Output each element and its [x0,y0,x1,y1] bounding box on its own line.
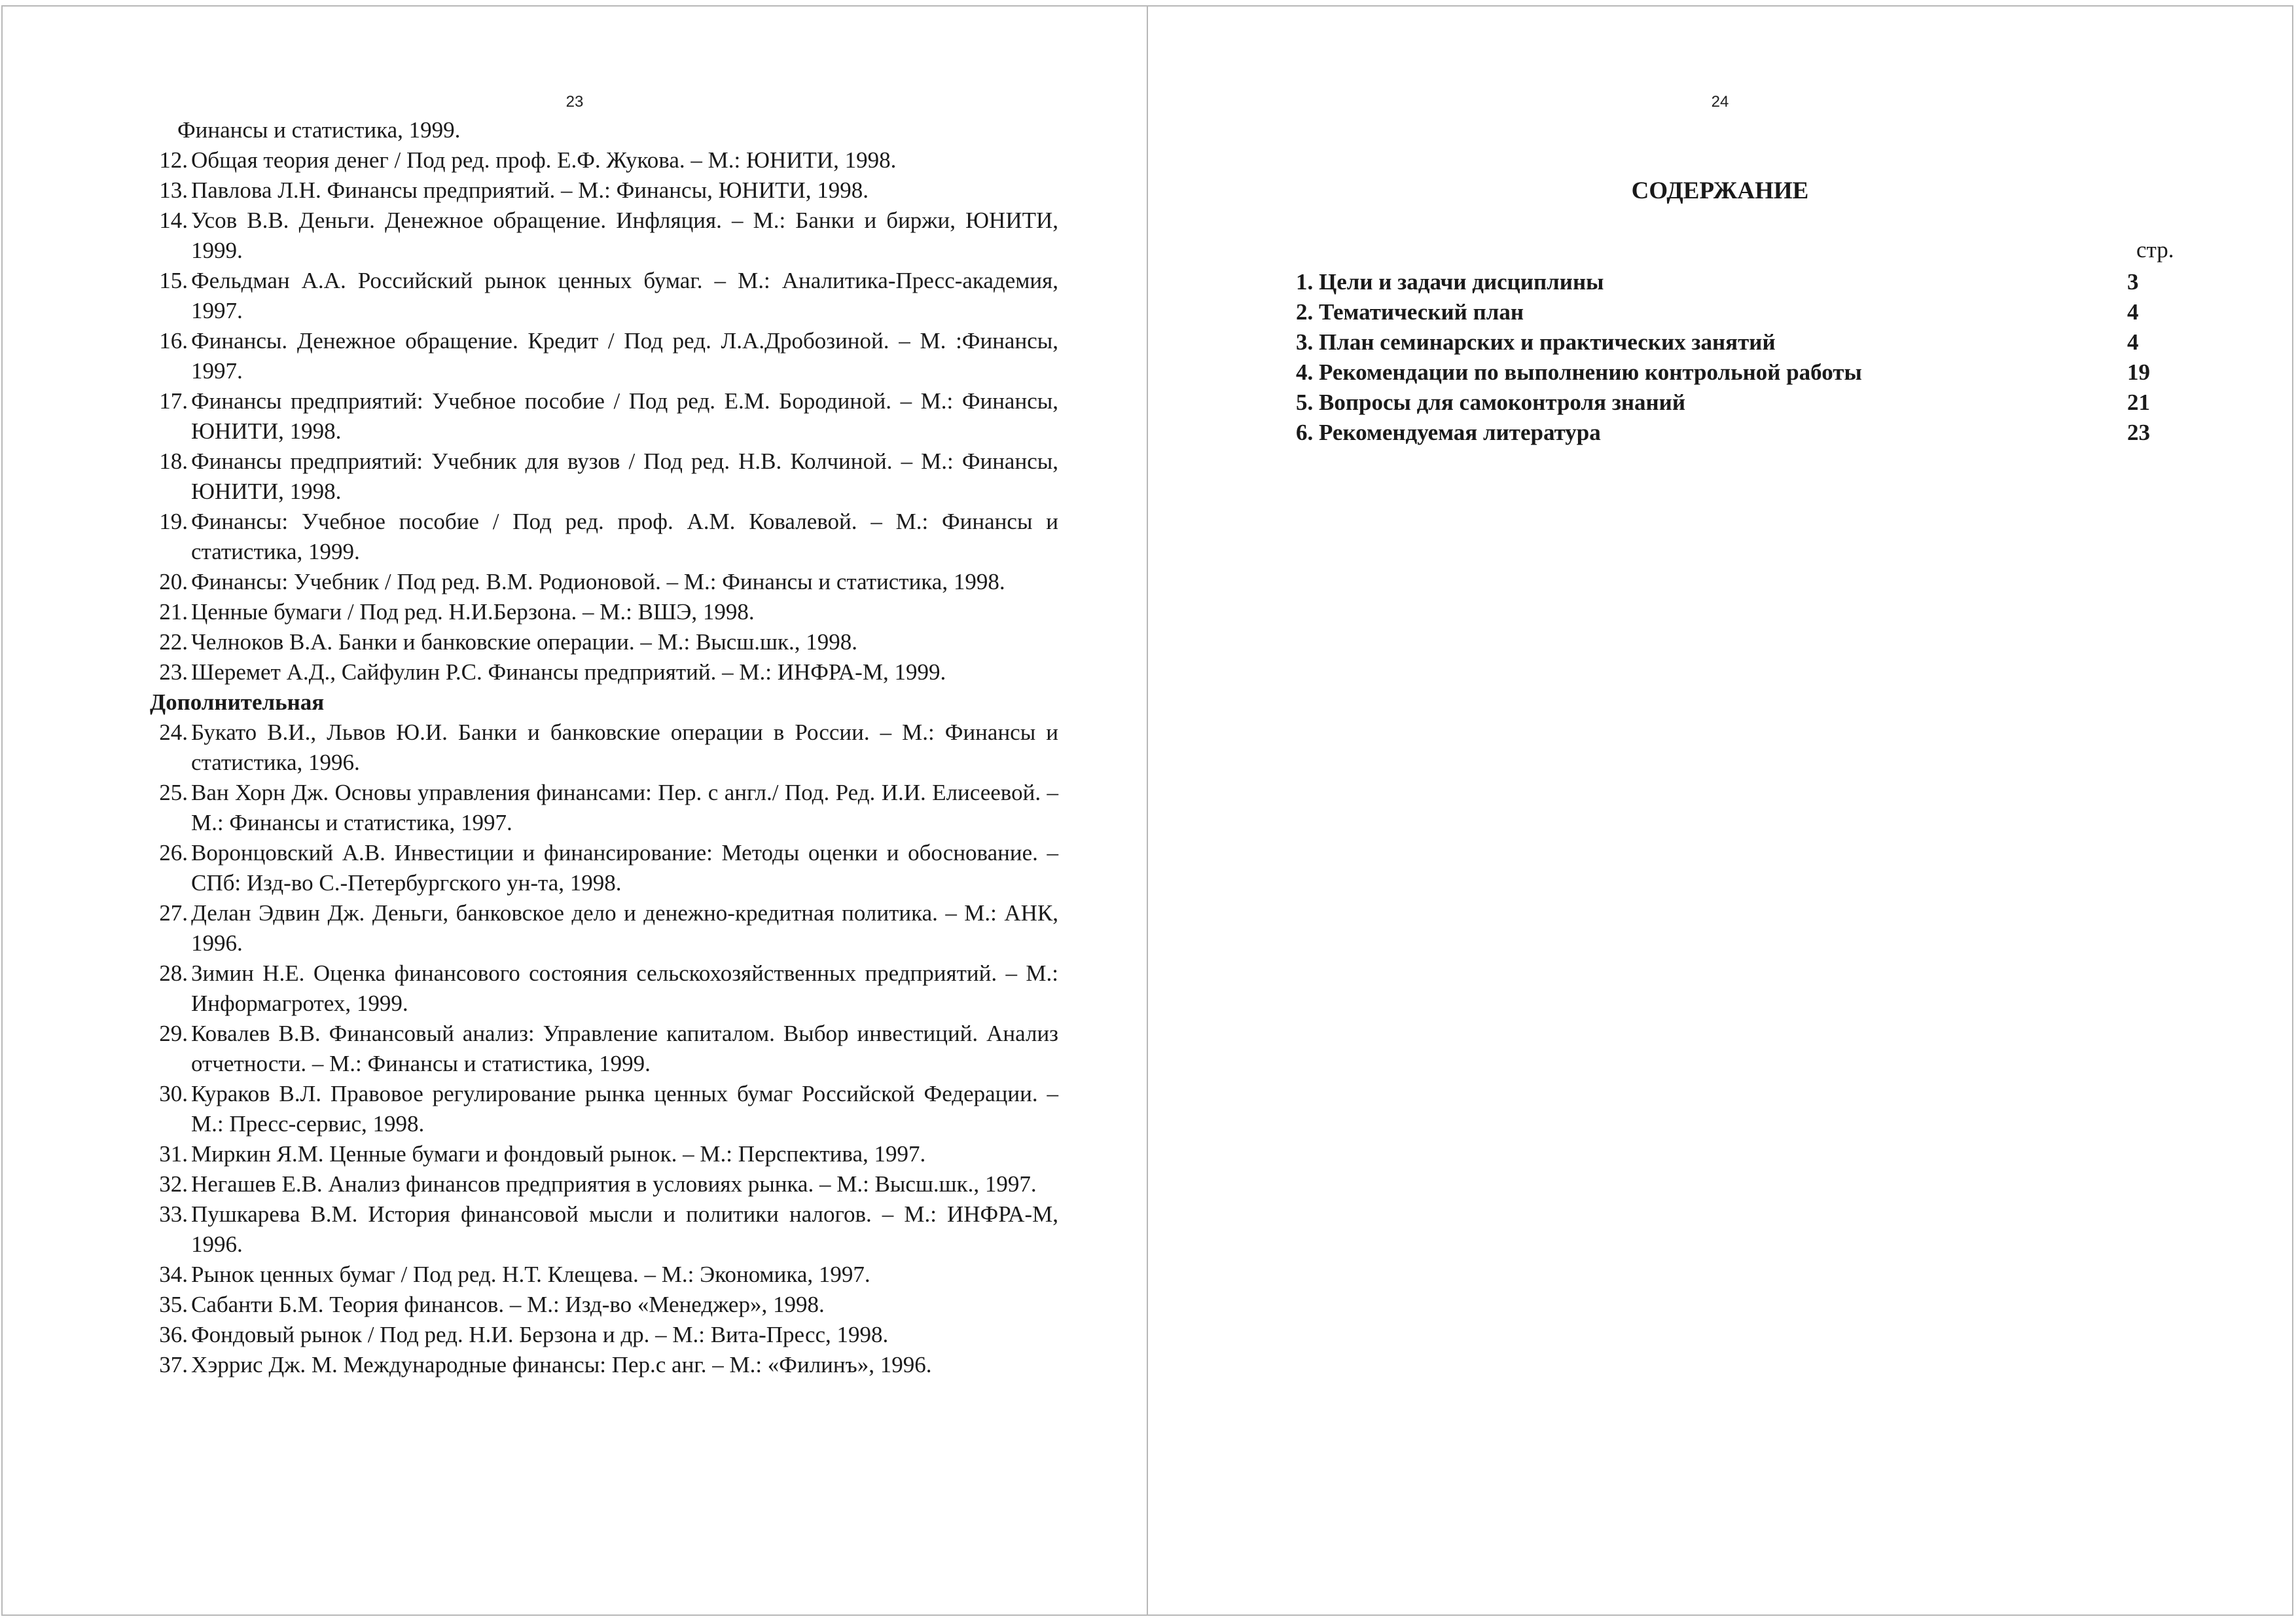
bibliography-item-number: 20. [159,569,188,594]
toc-entry-page: 23 [2127,420,2150,445]
bibliography-item [150,898,1058,958]
toc-title: СОДЕРЖАНИЕ [1631,177,1809,204]
bibliography-item-text: Фельдман А.А. Российский рынок ценных бумаг. – М.: Аналитика-Пресс-академия, 1997. [191,268,1058,323]
bibliography-item-text: Зимин Н.Е. Оценка финансового состояния сельскохозяйственных предприятий. – М.: Информагротех, 1999. [191,960,1058,1016]
bibliography-item-text: Воронцовский А.В. Инвестиции и финансирование: Методы оценки и обоснование. – СПб: Изд-во С.-Петербургского ун-та, 1998. [191,840,1058,896]
bibliography-item [150,958,1058,1019]
bibliography-item [150,386,1058,447]
bibliography-item-text: Сабанти Б.М. Теория финансов. – М.: Изд-во «Менеджер», 1998. [191,1292,825,1317]
bibliography-item-text: Пушкарева В.М. История финансовой мысли и политики налогов. – М.: ИНФРА-М, 1996. [191,1201,1058,1257]
bibliography-item-number: 23. [159,659,188,685]
toc-entry-page: 3 [2127,269,2139,295]
bibliography-item-number: 14. [159,208,188,233]
toc-row [1296,297,2164,327]
bibliography-item-text: Павлова Л.Н. Финансы предприятий. – М.: Финансы, ЮНИТИ, 1998. [191,177,869,203]
page-left [1,5,1148,1616]
toc-row [1296,327,2164,357]
bibliography-item-number: 19. [159,509,188,534]
bibliography-item-text: Финансы: Учебник / Под ред. В.М. Родионовой. – М.: Финансы и статистика, 1998. [191,569,1005,594]
bibliography-main [150,145,1058,687]
bibliography-item-number: 13. [159,177,188,203]
page-number-right: 24 [1711,93,1729,111]
bibliography-item-number: 12. [159,147,188,173]
bibliography-item-text: Челноков В.А. Банки и банковские операции. – М.: Высш.шк., 1998. [191,629,857,655]
bibliography-item-number: 26. [159,840,188,866]
bibliography-item-text: Финансы. Денежное обращение. Кредит / Под ред. Л.А.Дробозиной. – М. :Финансы, 1997. [191,328,1058,384]
toc-row [1296,357,2164,388]
bibliography-item-text: Финансы предприятий: Учебник для вузов / Под ред. Н.В. Колчиной. – М.: Финансы, ЮНИТИ, 1998. [191,448,1058,504]
bibliography-item [150,206,1058,266]
bibliography-item-number: 32. [159,1171,188,1197]
toc-entry-page: 4 [2127,329,2139,355]
bibliography-item [150,597,1058,627]
bibliography-item-text: Ценные бумаги / Под ред. Н.И.Берзона. – М.: ВШЭ, 1998. [191,599,755,625]
bibliography-item-text: Общая теория денег / Под ред. проф. Е.Ф. Жукова. – М.: ЮНИТИ, 1998. [191,147,897,173]
bibliography-item [150,718,1058,778]
bibliography-item-number: 15. [159,268,188,293]
bibliography-item-text: Кураков В.Л. Правовое регулирование рынка ценных бумаг Российской Федерации. – М.: Пресс-сервис, 1998. [191,1081,1058,1137]
page-number-left: 23 [565,93,584,111]
additional-heading: Дополнительная [150,689,325,715]
toc-entry-label: 3. План семинарских и практических занятий [1296,329,1776,355]
bibliography-item-text: Финансы предприятий: Учебное пособие / Под ред. Е.М. Бородиной. – М.: Финансы, ЮНИТИ, 1998. [191,388,1058,444]
bibliography-item-text: Миркин Я.М. Ценные бумаги и фондовый рынок. – М.: Перспектива, 1997. [191,1141,926,1167]
bibliography-item [150,778,1058,838]
bibliography-item-number: 31. [159,1141,188,1167]
toc-list [1296,267,2164,448]
bibliography-item [150,326,1058,386]
bibliography-item-number: 18. [159,448,188,474]
bibliography-item [150,1260,1058,1290]
page-right [1147,5,2293,1616]
bibliography-item-number: 37. [159,1352,188,1377]
bibliography-item-number: 25. [159,780,188,805]
bibliography-item [150,1019,1058,1079]
toc-page-label: стр. [2136,237,2174,263]
bibliography-item [150,657,1058,687]
bibliography-item-number: 33. [159,1201,188,1227]
toc-entry-page: 19 [2127,359,2150,385]
bibliography-item-number: 24. [159,720,188,745]
bibliography-item [150,1139,1058,1169]
bibliography-item-number: 30. [159,1081,188,1106]
toc-entry-label: 1. Цели и задачи дисциплины [1296,269,1604,295]
bibliography-item-number: 35. [159,1292,188,1317]
bibliography-item [150,1169,1058,1199]
bibliography-item-number: 21. [159,599,188,625]
bibliography-list [150,115,1058,1380]
bibliography-item-text: Делан Эдвин Дж. Деньги, банковское дело и денежно-кредитная политика. – М.: АНК, 1996. [191,900,1058,956]
toc-entry-label: 5. Вопросы для самоконтроля знаний [1296,390,1685,415]
bibliography-item-text: Хэррис Дж. М. Международные финансы: Пер.с анг. – М.: «Филинъ», 1996. [191,1352,932,1377]
bibliography-item [150,1320,1058,1350]
bibliography-item-number: 27. [159,900,188,926]
bibliography-item [150,1350,1058,1380]
toc-entry-page: 21 [2127,390,2150,415]
bibliography-item [150,145,1058,175]
bibliography-item-number: 17. [159,388,188,414]
bibliography-item-text: Фондовый рынок / Под ред. Н.И. Берзона и др. – М.: Вита-Пресс, 1998. [191,1322,889,1347]
bibliography-item [150,1079,1058,1139]
toc-entry-label: 6. Рекомендуемая литература [1296,420,1601,445]
toc-row [1296,267,2164,297]
bibliography-item [150,266,1058,326]
bibliography-item-text: Шеремет А.Д., Сайфулин Р.С. Финансы предприятий. – М.: ИНФРА-М, 1999. [191,659,946,685]
bibliography-item-text: Ковалев В.В. Финансовый анализ: Управление капиталом. Выбор инвестиций. Анализ отчетности. – М.: Финансы и статистика, 1999. [191,1021,1058,1076]
toc-entry-label: 2. Тематический план [1296,299,1524,325]
bibliography-item [150,627,1058,657]
bibliography-item [150,838,1058,898]
bibliography-item-text: Негашев Е.В. Анализ финансов предприятия в условиях рынка. – М.: Высш.шк., 1997. [191,1171,1037,1197]
bibliography-additional [150,718,1058,1380]
toc-entry-page: 4 [2127,299,2139,325]
bibliography-item-number: 34. [159,1262,188,1287]
bibliography-item [150,175,1058,206]
bibliography-item-number: 16. [159,328,188,354]
bibliography-continuation: Финансы и статистика, 1999. [177,117,461,143]
bibliography-item-text: Финансы: Учебное пособие / Под ред. проф. А.М. Ковалевой. – М.: Финансы и статистика, 1999. [191,509,1058,564]
bibliography-item [150,507,1058,567]
bibliography-item [150,447,1058,507]
bibliography-item-number: 22. [159,629,188,655]
bibliography-item-number: 29. [159,1021,188,1046]
bibliography-item [150,567,1058,597]
bibliography-item-text: Усов В.В. Деньги. Денежное обращение. Инфляция. – М.: Банки и биржи, ЮНИТИ, 1999. [191,208,1058,263]
toc-entry-label: 4. Рекомендации по выполнению контрольной работы [1296,359,1862,385]
toc-row [1296,388,2164,418]
bibliography-item [150,1290,1058,1320]
toc-row [1296,418,2164,448]
bibliography-item-text: Ван Хорн Дж. Основы управления финансами: Пер. с англ./ Под. Ред. И.И. Елисеевой. – М.: Финансы и статистика, 1997. [191,780,1058,835]
bibliography-item-number: 28. [159,960,188,986]
bibliography-item-text: Рынок ценных бумаг / Под ред. Н.Т. Клещева. – М.: Экономика, 1997. [191,1262,870,1287]
bibliography-item-text: Букато В.И., Львов Ю.И. Банки и банковские операции в России. – М.: Финансы и статистика, 1996. [191,720,1058,775]
bibliography-item [150,1199,1058,1260]
bibliography-item-number: 36. [159,1322,188,1347]
